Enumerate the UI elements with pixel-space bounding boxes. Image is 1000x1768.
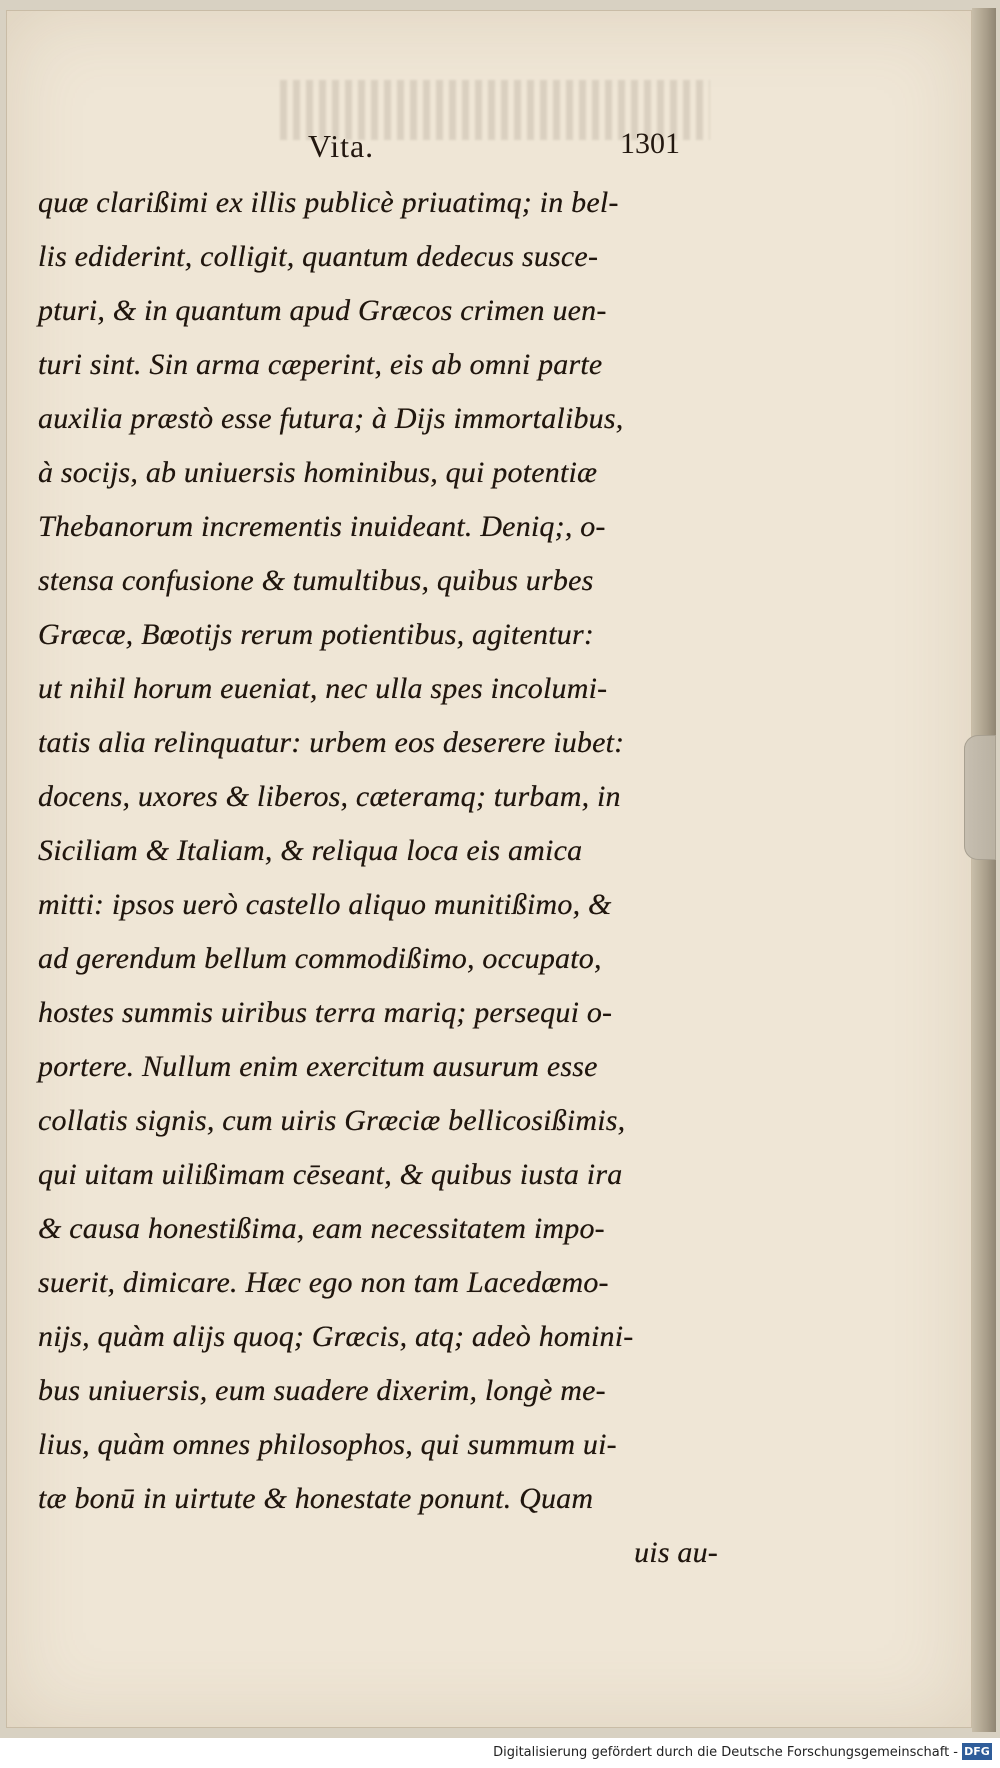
digitization-credit: Digitalisierung gefördert durch die Deutsche Forschungsgemeinschaft - xyxy=(493,1745,958,1760)
text-line: mitti: ipsos uerò castello aliquo munitißimo, & xyxy=(38,888,612,921)
dfg-logo: DFG xyxy=(962,1743,992,1760)
text-line: collatis signis, cum uiris Græciæ bellicosißimis, xyxy=(38,1104,626,1137)
text-line: tæ bonū in uirtute & honestate ponunt. Quam xyxy=(38,1482,594,1515)
book-page-edge xyxy=(972,8,996,1732)
catchword: uis au- xyxy=(634,1536,718,1569)
text-line: Græcæ, Bœotijs rerum potientibus, agitentur: xyxy=(38,618,595,651)
text-line: bus uniuersis, eum suadere dixerim, longè me- xyxy=(38,1374,606,1407)
text-line: docens, uxores & liberos, cæteramq; turbam, in xyxy=(38,780,621,813)
text-line: tatis alia relinquatur: urbem eos deserere iubet: xyxy=(38,726,625,759)
text-line: Thebanorum incrementis inuideant. Deniq;, o- xyxy=(38,510,606,543)
text-line: nijs, quàm alijs quoq; Græcis, atq; adeò homini- xyxy=(38,1320,634,1353)
text-line: quæ clarißimi ex illis publicè priuatimq; in bel- xyxy=(38,186,619,219)
text-line: portere. Nullum enim exercitum ausurum esse xyxy=(38,1050,598,1083)
text-line: suerit, dimicare. Hæc ego non tam Lacedæmo- xyxy=(38,1266,609,1299)
text-line: lius, quàm omnes philosophos, qui summum ui- xyxy=(38,1428,617,1461)
folio-number: 1301 xyxy=(620,127,680,160)
text-line: qui uitam uilißimam cēseant, & quibus iusta ira xyxy=(38,1158,623,1191)
running-head: Vita. xyxy=(308,128,375,164)
text-line: stensa confusione & tumultibus, quibus urbes xyxy=(38,564,594,597)
page-tab-marker xyxy=(964,735,996,860)
text-line: Siciliam & Italiam, & reliqua loca eis amica xyxy=(38,834,583,867)
text-line: auxilia præstò esse futura; à Dijs immortalibus, xyxy=(38,402,624,435)
text-line: lis ediderint, colligit, quantum dedecus susce- xyxy=(38,240,599,273)
text-line: turi sint. Sin arma cæperint, eis ab omni parte xyxy=(38,348,603,381)
text-line: & causa honestißima, eam necessitatem impo- xyxy=(38,1212,605,1245)
text-block xyxy=(38,176,718,1580)
text-line: ut nihil horum eueniat, nec ulla spes incolumi- xyxy=(38,672,608,705)
text-line: à socijs, ab uniuersis hominibus, qui potentiæ xyxy=(38,456,598,489)
text-line: hostes summis uiribus terra mariq; persequi o- xyxy=(38,996,613,1029)
text-line: ad gerendum bellum commodißimo, occupato, xyxy=(38,942,602,975)
text-line: pturi, & in quantum apud Græcos crimen uen- xyxy=(38,294,607,327)
